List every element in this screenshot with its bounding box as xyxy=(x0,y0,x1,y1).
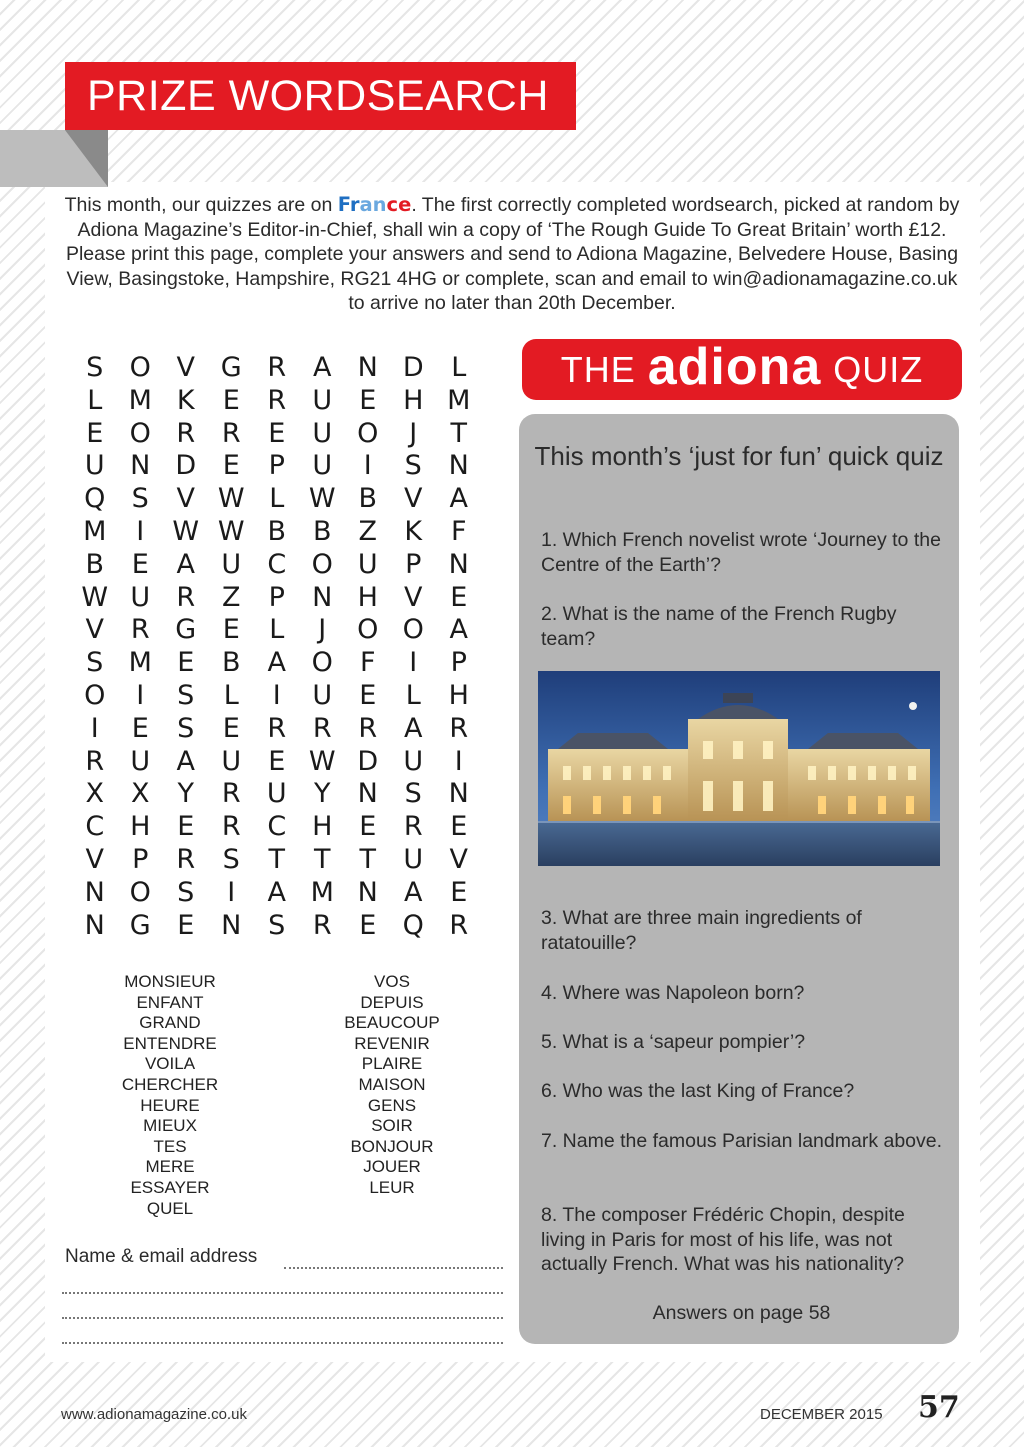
quiz-header xyxy=(522,339,962,400)
grid-cell[interactable]: A xyxy=(449,614,468,646)
grid-cell[interactable]: N xyxy=(84,909,105,941)
word-item: MERE xyxy=(145,1157,195,1177)
grid-cell[interactable]: B xyxy=(221,647,241,679)
quiz-question-3: 3. What are three main ingredients of ratatouille? xyxy=(541,907,862,954)
word-item: ESSAYER xyxy=(130,1177,210,1197)
grid-cell[interactable]: S xyxy=(404,778,422,810)
grid-cell[interactable]: U xyxy=(266,778,287,810)
grid-cell[interactable]: H xyxy=(130,811,151,843)
grid-cell[interactable]: X xyxy=(85,778,104,810)
grid-cell[interactable]: K xyxy=(404,515,423,547)
grid-cell[interactable]: R xyxy=(130,614,150,646)
grid-cell[interactable]: A xyxy=(267,647,286,679)
grid-cell[interactable]: O xyxy=(84,679,106,711)
grid-cell[interactable]: S xyxy=(177,876,195,908)
grid-cell[interactable]: W xyxy=(217,483,245,515)
grid-cell[interactable]: U xyxy=(312,679,333,711)
grid-cell[interactable]: N xyxy=(130,450,151,482)
word-item: SOIR xyxy=(371,1116,413,1136)
name-email-line-3[interactable] xyxy=(62,1317,503,1319)
grid-cell[interactable]: R xyxy=(358,712,378,744)
grid-cell[interactable]: S xyxy=(404,450,422,482)
word-item: BONJOUR xyxy=(350,1136,434,1156)
grid-cell[interactable]: A xyxy=(404,876,423,908)
word-item: CHERCHER xyxy=(121,1074,219,1094)
quiz-question-8: 8. The composer Frédéric Chopin, despite living in Paris for most of his life, was not actually French. What was his nationality? xyxy=(541,1204,905,1276)
grid-cell[interactable]: E xyxy=(222,712,240,744)
grid-cell[interactable]: E xyxy=(222,450,240,482)
intro-text xyxy=(60,193,964,316)
word-item: ENFANT xyxy=(136,992,204,1012)
grid-cell[interactable]: E xyxy=(450,876,468,908)
grid-cell[interactable]: U xyxy=(84,450,105,482)
grid-cell[interactable]: D xyxy=(402,352,424,383)
grid-cell[interactable]: S xyxy=(86,352,104,383)
louvre-photo xyxy=(538,671,940,866)
grid-cell[interactable]: J xyxy=(409,417,418,449)
grid-cell[interactable]: S xyxy=(268,909,286,941)
word-list-right xyxy=(292,972,492,1199)
grid-cell[interactable]: E xyxy=(131,712,149,744)
grid-cell[interactable]: H xyxy=(357,581,378,613)
grid-cell[interactable]: N xyxy=(448,548,469,580)
grid-cell[interactable]: Y xyxy=(177,778,194,810)
grid-cell[interactable]: E xyxy=(222,614,240,646)
grid-cell[interactable]: M xyxy=(310,876,334,908)
grid-cell[interactable]: E xyxy=(450,811,468,843)
grid-cell[interactable]: U xyxy=(312,417,333,449)
grid-cell[interactable]: R xyxy=(221,811,241,843)
grid-cell[interactable]: P xyxy=(405,548,422,580)
grid-cell[interactable]: V xyxy=(404,581,423,613)
grid-cell[interactable]: X xyxy=(131,778,150,810)
grid-cell[interactable]: E xyxy=(359,909,377,941)
grid-cell[interactable]: E xyxy=(359,679,377,711)
grid-cell[interactable]: I xyxy=(409,647,418,679)
grid-cell[interactable]: U xyxy=(312,384,333,416)
grid-cell[interactable]: N xyxy=(357,352,378,383)
grid-cell[interactable]: S xyxy=(177,712,195,744)
wordsearch-grid[interactable] xyxy=(72,352,482,942)
intro-before: This month, our quizzes are on xyxy=(64,194,338,216)
word-item: GRAND xyxy=(139,1013,201,1033)
page-title: PRIZE WORDSEARCH xyxy=(65,62,576,130)
grid-cell[interactable]: E xyxy=(450,581,468,613)
grid-cell[interactable]: Z xyxy=(222,581,241,613)
grid-cell[interactable]: T xyxy=(359,843,376,875)
grid-cell[interactable]: E xyxy=(177,647,195,679)
grid-cell[interactable]: O xyxy=(311,548,333,580)
grid-cell[interactable]: O xyxy=(129,417,151,449)
word-item: MIEUX xyxy=(143,1116,197,1136)
grid-cell[interactable]: F xyxy=(450,515,467,547)
grid-cell[interactable]: M xyxy=(447,384,471,416)
grid-cell[interactable]: E xyxy=(86,417,104,449)
grid-cell[interactable]: F xyxy=(359,647,376,679)
grid-cell[interactable]: I xyxy=(136,515,145,547)
grid-cell[interactable]: R xyxy=(449,909,469,941)
grid-cell[interactable]: T xyxy=(450,417,467,449)
grid-cell[interactable]: P xyxy=(268,450,285,482)
word-item: ENTENDRE xyxy=(123,1033,217,1053)
grid-cell[interactable]: B xyxy=(358,483,378,515)
grid-cell[interactable]: C xyxy=(267,811,287,843)
grid-cell[interactable]: O xyxy=(402,614,424,646)
quiz-subtitle: This month’s ‘just for fun’ quick quiz xyxy=(534,441,944,471)
quiz-question-7: 7. Name the famous Parisian landmark above. xyxy=(541,1130,943,1152)
grid-cell[interactable]: E xyxy=(268,417,286,449)
grid-cell[interactable]: R xyxy=(312,712,332,744)
word-item: LEUR xyxy=(369,1177,415,1197)
grid-cell[interactable]: R xyxy=(267,712,287,744)
grid-cell[interactable]: S xyxy=(131,483,149,515)
grid-cell[interactable]: A xyxy=(449,483,468,515)
grid-cell[interactable]: R xyxy=(267,384,287,416)
grid-cell[interactable]: U xyxy=(221,745,242,777)
grid-cell[interactable]: R xyxy=(403,811,423,843)
banner-fold-shadow xyxy=(65,130,108,187)
word-list-left xyxy=(70,972,270,1219)
grid-cell[interactable]: D xyxy=(175,450,197,482)
grid-cell[interactable]: R xyxy=(267,352,287,383)
grid-cell[interactable]: S xyxy=(177,679,195,711)
grid-cell[interactable]: P xyxy=(132,843,149,875)
word-item: VOS xyxy=(374,972,410,991)
grid-cell[interactable]: B xyxy=(312,515,332,547)
quiz-question-6: 6. Who was the last King of France? xyxy=(541,1080,855,1102)
grid-cell[interactable]: E xyxy=(268,745,286,777)
grid-cell[interactable]: U xyxy=(130,581,151,613)
grid-cell[interactable]: E xyxy=(222,384,240,416)
grid-cell[interactable]: R xyxy=(221,778,241,810)
grid-cell[interactable]: E xyxy=(359,384,377,416)
name-email-line-2[interactable] xyxy=(62,1292,503,1294)
grid-cell[interactable]: K xyxy=(176,384,195,416)
grid-cell[interactable]: S xyxy=(86,647,104,679)
word-item: JOUER xyxy=(363,1157,421,1177)
grid-cell[interactable]: W xyxy=(172,515,200,547)
grid-cell[interactable]: U xyxy=(130,745,151,777)
quiz-question-1: 1. Which French novelist wrote ‘Journey to the Centre of the Earth’? xyxy=(541,529,941,576)
grid-cell[interactable]: U xyxy=(403,843,424,875)
grid-cell[interactable]: W xyxy=(308,745,336,777)
name-email-line-1[interactable] xyxy=(284,1267,503,1269)
grid-cell[interactable]: S xyxy=(222,843,240,875)
grid-cell[interactable]: V xyxy=(176,352,195,383)
grid-cell[interactable]: R xyxy=(449,712,469,744)
grid-cell[interactable]: I xyxy=(363,450,372,482)
grid-cell[interactable]: H xyxy=(312,811,333,843)
grid-cell[interactable]: R xyxy=(221,417,241,449)
grid-cell[interactable]: V xyxy=(85,614,104,646)
grid-cell[interactable]: R xyxy=(176,843,196,875)
grid-cell[interactable]: A xyxy=(176,745,195,777)
grid-cell[interactable]: A xyxy=(313,352,332,383)
grid-cell[interactable]: A xyxy=(267,876,286,908)
grid-cell[interactable]: Z xyxy=(358,515,377,547)
word-item: GENS xyxy=(367,1095,417,1115)
word-item: PLAIRE xyxy=(361,1054,423,1074)
grid-cell[interactable]: N xyxy=(221,909,242,941)
grid-cell[interactable]: B xyxy=(85,548,105,580)
quiz-header-the: THE xyxy=(560,348,636,390)
word-item: DEPUIS xyxy=(360,992,424,1012)
grid-cell[interactable]: I xyxy=(136,679,145,711)
grid-cell[interactable]: W xyxy=(217,515,245,547)
grid-cell[interactable]: N xyxy=(312,581,333,613)
grid-cell[interactable]: G xyxy=(220,352,242,383)
grid-cell[interactable]: U xyxy=(403,745,424,777)
word-item: MONSIEUR xyxy=(124,972,216,991)
quiz-question-2: 2. What is the name of the French Rugby team? xyxy=(541,603,897,650)
word-item: REVENIR xyxy=(354,1033,430,1053)
grid-cell[interactable]: U xyxy=(221,548,242,580)
grid-cell[interactable]: R xyxy=(176,581,196,613)
word-item: MAISON xyxy=(358,1074,426,1094)
grid-cell[interactable]: O xyxy=(311,647,333,679)
intro-highlight: France xyxy=(337,193,412,216)
grid-cell[interactable]: Y xyxy=(314,778,331,810)
grid-cell[interactable]: U xyxy=(357,548,378,580)
grid-cell[interactable]: L xyxy=(269,614,285,646)
grid-cell[interactable]: W xyxy=(308,483,336,515)
grid-cell[interactable]: R xyxy=(312,909,332,941)
grid-cell[interactable]: L xyxy=(451,352,467,383)
grid-cell[interactable]: Q xyxy=(402,909,424,941)
grid-cell[interactable]: N xyxy=(357,876,378,908)
grid-cell[interactable]: E xyxy=(177,811,195,843)
grid-cell[interactable]: N xyxy=(357,778,378,810)
grid-cell[interactable]: W xyxy=(81,581,109,613)
grid-cell[interactable]: I xyxy=(227,876,236,908)
grid-cell[interactable]: V xyxy=(176,483,195,515)
grid-cell[interactable]: H xyxy=(403,384,424,416)
grid-cell[interactable]: L xyxy=(223,679,239,711)
word-item: QUEL xyxy=(146,1198,194,1218)
page-number: 57 xyxy=(918,1390,960,1425)
grid-cell[interactable]: O xyxy=(357,614,379,646)
word-item: TES xyxy=(153,1136,187,1156)
word-item: BEAUCOUP xyxy=(344,1013,440,1033)
grid-cell[interactable]: P xyxy=(450,647,467,679)
footer-url[interactable]: www.adionamagazine.co.uk xyxy=(61,1406,247,1423)
intro-after: . The first correctly completed wordsearch, picked at random by Adiona Magazine’s Editor-in-Chief, shall win a copy of ‘The Rough Guide To Great Britain’ worth £12. Please print this page, complete your answers and send to Adiona Magazine, Belvedere House, Basing View, Basingstoke, Hampshire, RG21 4HG or complete, scan and email to win@adionamagazine.co.uk to arrive no later than 20th December. xyxy=(65,194,960,314)
grid-cell[interactable]: M xyxy=(83,515,107,547)
grid-cell[interactable]: C xyxy=(267,548,287,580)
quiz-question-5: 5. What is a ‘sapeur pompier’? xyxy=(541,1031,806,1053)
answers-note: Answers on page 58 xyxy=(652,1302,831,1324)
grid-cell[interactable]: M xyxy=(128,647,152,679)
grid-cell[interactable]: G xyxy=(175,614,197,646)
grid-cell[interactable]: R xyxy=(176,417,196,449)
grid-cell[interactable]: N xyxy=(448,450,469,482)
quiz-question-4: 4. Where was Napoleon born? xyxy=(541,982,805,1004)
grid-cell[interactable]: J xyxy=(318,614,327,646)
adiona-logo: adiona xyxy=(647,337,822,396)
grid-cell[interactable]: L xyxy=(405,679,421,711)
grid-cell[interactable]: U xyxy=(312,450,333,482)
grid-cell[interactable]: T xyxy=(314,843,331,875)
grid-cell[interactable]: T xyxy=(268,843,285,875)
grid-cell[interactable]: M xyxy=(128,384,152,416)
grid-cell[interactable]: P xyxy=(268,581,285,613)
grid-cell[interactable]: G xyxy=(129,909,151,941)
grid-cell[interactable]: I xyxy=(272,679,281,711)
grid-cell[interactable]: O xyxy=(129,352,151,383)
grid-cell[interactable]: E xyxy=(131,548,149,580)
grid-cell[interactable]: L xyxy=(87,384,103,416)
grid-cell[interactable]: Q xyxy=(84,483,106,515)
grid-cell[interactable]: N xyxy=(448,778,469,810)
grid-cell[interactable]: D xyxy=(357,745,379,777)
footer-date: DECEMBER 2015 xyxy=(760,1406,883,1423)
grid-cell[interactable]: R xyxy=(85,745,105,777)
grid-cell[interactable]: I xyxy=(90,712,99,744)
grid-cell[interactable]: C xyxy=(85,811,105,843)
grid-cell[interactable]: V xyxy=(449,843,468,875)
grid-cell[interactable]: B xyxy=(267,515,287,547)
name-email-line-4[interactable] xyxy=(62,1342,503,1344)
name-email-label: Name & email address xyxy=(65,1246,258,1267)
grid-cell[interactable]: V xyxy=(404,483,423,515)
quiz-header-quiz: QUIZ xyxy=(833,348,924,390)
grid-cell[interactable]: L xyxy=(269,483,285,515)
grid-cell[interactable]: N xyxy=(84,876,105,908)
word-item: HEURE xyxy=(140,1095,200,1115)
grid-cell[interactable]: O xyxy=(129,876,151,908)
word-item: VOILA xyxy=(144,1054,196,1074)
grid-cell[interactable]: O xyxy=(357,417,379,449)
grid-cell[interactable]: V xyxy=(85,843,104,875)
grid-cell[interactable]: A xyxy=(404,712,423,744)
grid-cell[interactable]: E xyxy=(177,909,195,941)
grid-cell[interactable]: A xyxy=(176,548,195,580)
grid-cell[interactable]: E xyxy=(359,811,377,843)
grid-cell[interactable]: I xyxy=(454,745,463,777)
grid-cell[interactable]: H xyxy=(448,679,469,711)
